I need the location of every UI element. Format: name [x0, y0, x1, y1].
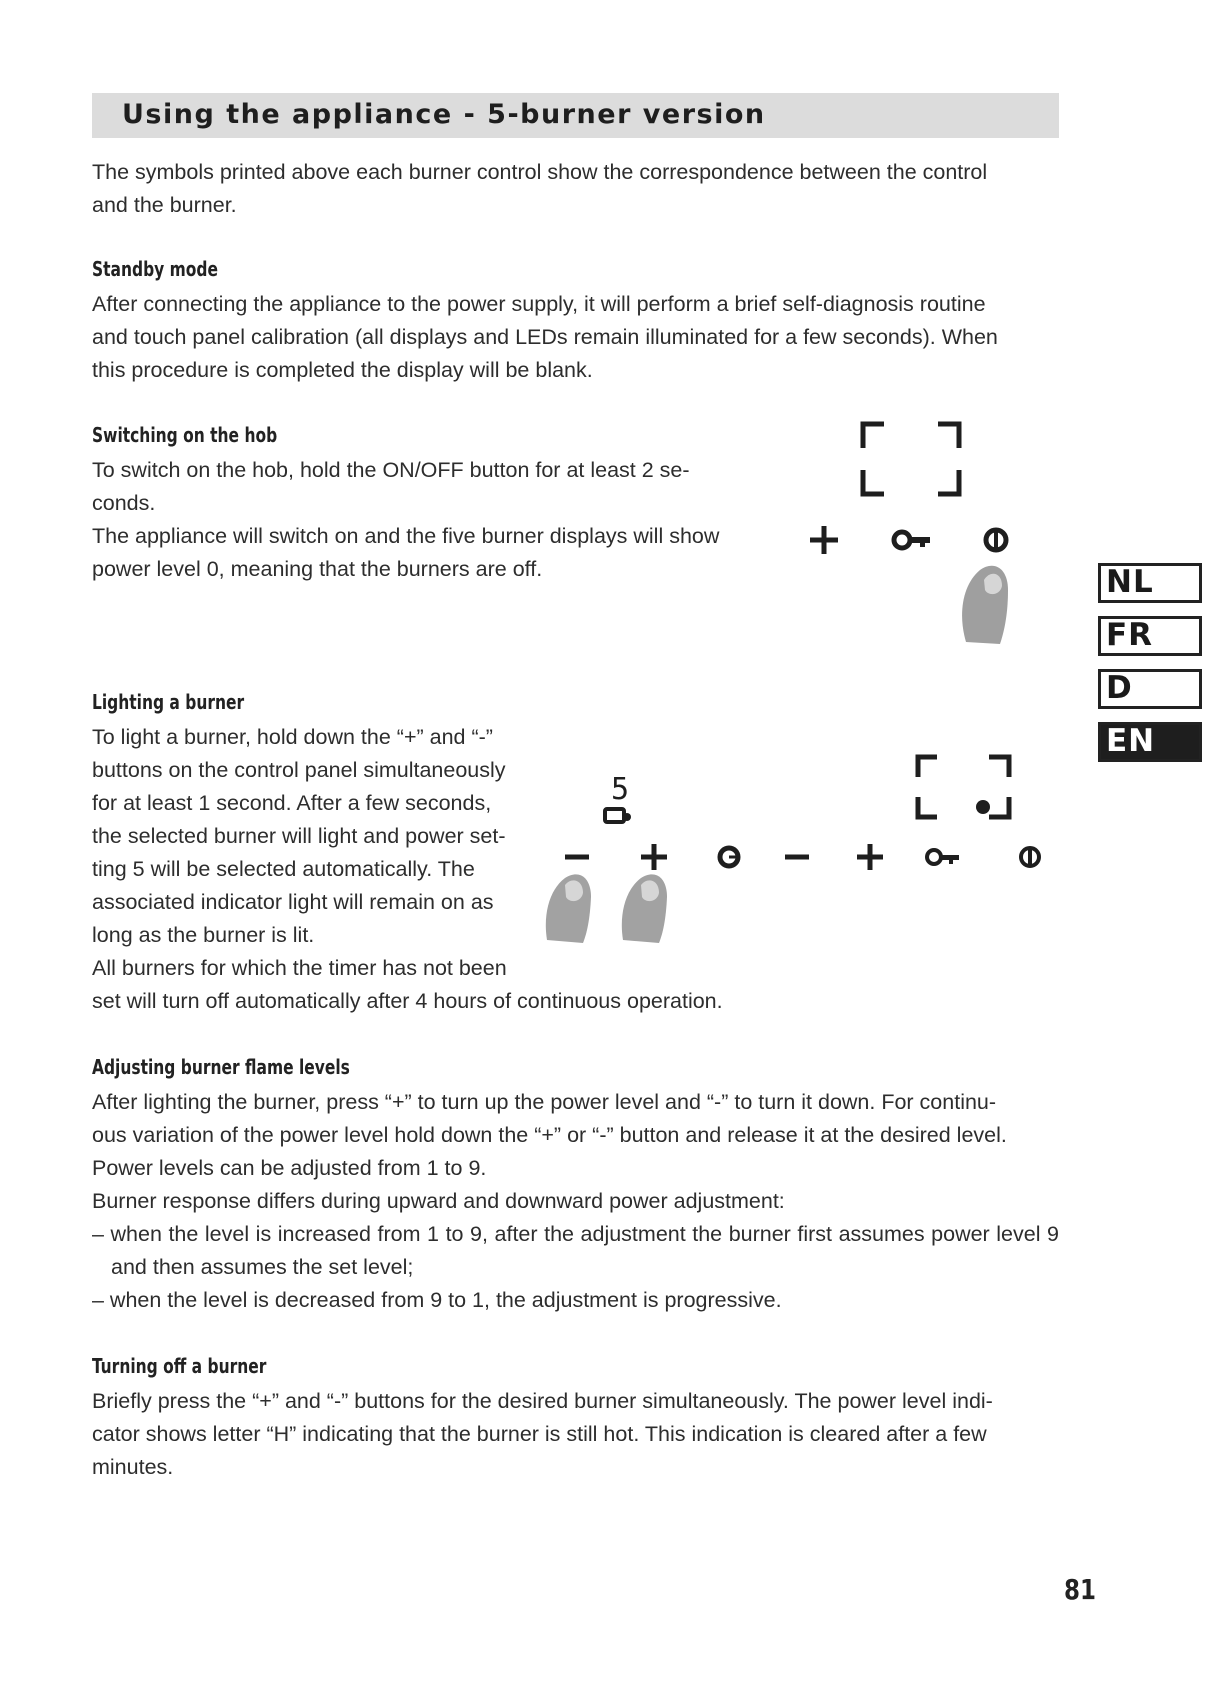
- switching-heading: Switching on the hob: [92, 423, 278, 447]
- text-line: minutes.: [92, 1455, 174, 1479]
- lighting-figure: [545, 735, 1065, 950]
- language-tab-nl[interactable]: NL: [1098, 563, 1202, 603]
- text-line: Briefly press the “+” and “-” buttons for the desired burner simultaneously. The power level indi-: [92, 1389, 993, 1413]
- text-line: To light a burner, hold down the “+” and “-”: [92, 725, 493, 749]
- list-item: – when the level is increased from 1 to 9, after the adjustment the burner first assumes power level 9 and then assumes the set level;: [92, 1222, 1059, 1279]
- lighting-last-line: [92, 985, 1059, 1018]
- timer-icon: [720, 848, 738, 866]
- standby-paragraph: [92, 288, 1059, 387]
- burner-map-icon: [863, 424, 959, 494]
- text-line: ting 5 will be selected automatically. The: [92, 857, 475, 881]
- text-line: and touch panel calibration (all displays and LEDs remain illuminated for a few seconds). When: [92, 325, 998, 349]
- language-tab-fr[interactable]: FR: [1098, 616, 1202, 656]
- key-lock-icon: [927, 850, 959, 864]
- text-line: this procedure is completed the display will be blank.: [92, 358, 593, 382]
- turning-off-heading: Turning off a burner: [92, 1354, 267, 1378]
- adjusting-heading: Adjusting burner flame levels: [92, 1055, 350, 1079]
- language-tab-d[interactable]: D: [1098, 669, 1202, 709]
- text-line: To switch on the hob, hold the ON/OFF button for at least 2 se-: [92, 458, 690, 482]
- text-line: power level 0, meaning that the burners are off.: [92, 557, 543, 581]
- finger-icon: [622, 874, 667, 943]
- text-line: The appliance will switch on and the five burner displays will show: [92, 524, 720, 548]
- key-lock-icon: [894, 532, 930, 548]
- finger-icon: [962, 566, 1008, 644]
- turning-off-paragraph: [92, 1385, 1059, 1484]
- plus-icon: [857, 844, 883, 870]
- text-line: Power levels can be adjusted from 1 to 9.: [92, 1156, 487, 1180]
- plus-icon: [641, 844, 667, 870]
- text-line: buttons on the control panel simultaneously: [92, 758, 506, 782]
- active-burner-indicator-icon: [976, 800, 990, 814]
- language-tab-en[interactable]: EN: [1098, 722, 1202, 762]
- plus-icon: [810, 526, 838, 554]
- text-line: After connecting the appliance to the power supply, it will perform a brief self-diagnosis routine: [92, 292, 986, 316]
- title-bar: [92, 93, 1059, 138]
- intro-paragraph: [92, 156, 1059, 222]
- text-line: set will turn off automatically after 4 hours of continuous operation.: [92, 989, 723, 1013]
- text-line: the selected burner will light and power set-: [92, 824, 506, 848]
- switching-paragraph: [92, 454, 767, 586]
- switch-on-figure: [790, 410, 1050, 650]
- text-line: Burner response differs during upward and downward power adjustment:: [92, 1189, 785, 1213]
- language-tabs: [1098, 563, 1202, 775]
- text-line: The symbols printed above each burner control show the correspondence between the control: [92, 160, 988, 184]
- finger-icon: [546, 874, 591, 943]
- page-number: 81: [1064, 1573, 1096, 1606]
- adjusting-paragraph: [92, 1086, 1059, 1317]
- power-icon: [986, 529, 1006, 551]
- lighting-heading: Lighting a burner: [92, 690, 245, 714]
- text-line: associated indicator light will remain on as: [92, 890, 494, 914]
- text-line: long as the burner is lit.: [92, 923, 315, 947]
- text-line: and the burner.: [92, 193, 237, 217]
- text-line: cator shows letter “H” indicating that the burner is still hot. This indication is cleared after a few: [92, 1422, 987, 1446]
- lighting-paragraph: [92, 721, 529, 985]
- text-line: ous variation of the power level hold down the “+” or “-” button and release it at the desired level.: [92, 1123, 1007, 1147]
- text-line: for at least 1 second. After a few seconds,: [92, 791, 492, 815]
- power-icon: [1021, 847, 1039, 867]
- list-item: – when the level is decreased from 9 to 1, the adjustment is progressive.: [92, 1288, 782, 1312]
- burner-position-icon: [605, 809, 624, 822]
- text-line: After lighting the burner, press “+” to turn up the power level and “-” to turn it down. For continu-: [92, 1090, 997, 1114]
- burner-map-icon: [918, 757, 1009, 817]
- page-title: Using the appliance - 5-burner version: [122, 99, 766, 130]
- text-line: All burners for which the timer has not been: [92, 956, 507, 980]
- standby-heading: Standby mode: [92, 257, 218, 281]
- display-digit: 5: [611, 772, 630, 807]
- text-line: conds.: [92, 491, 156, 515]
